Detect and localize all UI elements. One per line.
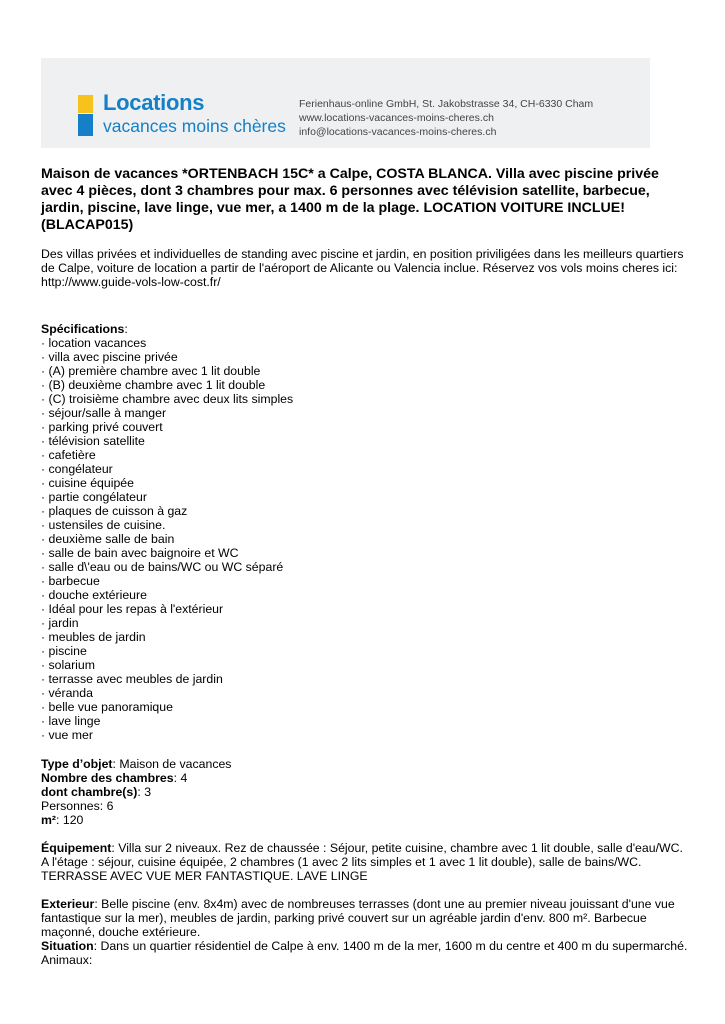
spec-item: · vue mer: [41, 728, 691, 742]
spec-item: · télévision satellite: [41, 434, 691, 448]
spec-item: · (B) deuxième chambre avec 1 lit double: [41, 378, 691, 392]
letterhead: [41, 58, 650, 148]
company-email[interactable]: info@locations-vacances-moins-cheres.ch: [299, 126, 497, 138]
specs-label: Spécifications: [41, 322, 125, 336]
spec-item: · cafetière: [41, 448, 691, 462]
animals-line: Animaux:: [41, 953, 93, 967]
situation-text: Dans un quartier résidentiel de Calpe à env. 1400 m de la mer, 1600 m du centre et 400 m du supermarché.: [100, 939, 688, 953]
spec-item: · solarium: [41, 658, 691, 672]
exterior-text: Belle piscine (env. 8x4m) avec de nombreuses terrasses (dont une au premier niveau jouissant d'une vue fantastique sur la mer), meubles de jardin, parking privé couvert sur un agréable jardin d'env. 800 m². Barbecue maçonné, douche extérieure.: [41, 897, 675, 939]
spec-item: · (C) troisième chambre avec deux lits simples: [41, 392, 691, 406]
company-info: [299, 97, 593, 139]
details-block: [41, 757, 691, 827]
spec-item: · ustensiles de cuisine.: [41, 518, 691, 532]
rooms-label: Nombre des chambres: [41, 771, 174, 785]
spec-item: · salle d\'eau ou de bains/WC ou WC séparé: [41, 560, 691, 574]
company-address: Ferienhaus-online GmbH, St. Jakobstrasse 34, CH-6330 Cham: [299, 98, 594, 110]
equipment-paragraph: Équipement: Villa sur 2 niveaux. Rez de chaussée : Séjour, petite cuisine, chambre avec 1 lit double, salle d'eau/WC. A l'étage : séjour, cuisine équipée, 2 chambres (1 avec 2 lits simples et 1 avec 1 lit double), salle de bains/WC. TERRASSE AVEC VUE MER FANTASTIQUE. LAVE LINGE: [41, 841, 683, 883]
area-row: m²: 120: [41, 813, 84, 827]
spec-item: · salle de bain avec baignoire et WC: [41, 546, 691, 560]
logo-title: Locations: [103, 90, 205, 115]
specs-heading: Spécifications:: [41, 322, 128, 336]
spec-item: · piscine: [41, 644, 691, 658]
spec-item: · lave linge: [41, 714, 691, 728]
situation-paragraph: Situation: Dans un quartier résidentiel de Calpe à env. 1400 m de la mer, 1600 m du centre et 400 m du supermarché.: [41, 939, 688, 953]
document-body: [41, 166, 691, 967]
equipment-label: Équipement: [41, 841, 112, 855]
area-label: m²: [41, 813, 57, 827]
spec-item: · séjour/salle à manger: [41, 406, 691, 420]
bedrooms-value: 3: [144, 785, 152, 799]
equipment-text: Villa sur 2 niveaux. Rez de chaussée : Séjour, petite cuisine, chambre avec 1 lit double, salle d'eau/WC. A l'étage : séjour, cuisine équipée, 2 chambres (1 avec 2 lits simples et 1 avec 1 lit double), salle de bains/WC. TERRASSE AVEC VUE MER FANTASTIQUE. LAVE LINGE: [41, 841, 683, 883]
spec-item: · plaques de cuisson à gaz: [41, 504, 691, 518]
spec-item: · douche extérieure: [41, 588, 691, 602]
logo-icon: [78, 95, 93, 136]
logo-subtitle: vacances moins chères: [103, 116, 286, 136]
specs-list: [41, 336, 691, 742]
intro-paragraph: Des villas privées et individuelles de standing avec piscine et jardin, en position priviligées dans les meilleurs quartiers de Calpe, voiture de location a partir de l'aéroport de Alicante ou Valencia inclue. Réservez vos vols moins cheres ici: http://www.guide-vols-low-cost.fr/: [41, 247, 684, 289]
spec-item: · (A) première chambre avec 1 lit double: [41, 364, 691, 378]
spec-item: · Idéal pour les repas à l'extérieur: [41, 602, 691, 616]
persons-row: Personnes: 6: [41, 799, 114, 813]
spec-item: · cuisine équipée: [41, 476, 691, 490]
spec-item: · terrasse avec meubles de jardin: [41, 672, 691, 686]
area-value: 120: [62, 813, 84, 827]
bedrooms-label: dont chambre(s): [41, 785, 138, 799]
type-value: Maison de vacances: [119, 757, 232, 771]
company-website[interactable]: www.locations-vacances-moins-cheres.ch: [299, 112, 494, 124]
spec-item: · parking privé couvert: [41, 420, 691, 434]
spec-item: · belle vue panoramique: [41, 700, 691, 714]
spec-item: · meubles de jardin: [41, 630, 691, 644]
rooms-row: Nombre des chambres: 4: [41, 771, 188, 785]
page-title: Maison de vacances *ORTENBACH 15C* a Calpe, COSTA BLANCA. Villa avec piscine privée avec 4 pièces, dont 3 chambres pour max. 6 personnes avec télévision satellite, barbecue, jardin, piscine, lave linge, vue mer, a 1400 m de la plage. LOCATION VOITURE INCLUE! (BLACAP015): [41, 166, 659, 233]
exterior-label: Exterieur: [41, 897, 95, 911]
type-row: Type d’objet: Maison de vacances: [41, 757, 232, 771]
type-label: Type d’objet: [41, 757, 113, 771]
spec-item: · congélateur: [41, 462, 691, 476]
bedrooms-row: dont chambre(s): 3: [41, 785, 152, 799]
spec-item: · partie congélateur: [41, 490, 691, 504]
spec-item: · villa avec piscine privée: [41, 350, 691, 364]
rooms-value: 4: [180, 771, 188, 785]
spec-item: · jardin: [41, 616, 691, 630]
spec-item: · deuxième salle de bain: [41, 532, 691, 546]
spec-item: · véranda: [41, 686, 691, 700]
situation-label: Situation: [41, 939, 94, 953]
spec-item: · location vacances: [41, 336, 691, 350]
spec-item: · barbecue: [41, 574, 691, 588]
exterior-paragraph: Exterieur: Belle piscine (env. 8x4m) avec de nombreuses terrasses (dont une au premier niveau jouissant d'une vue fantastique sur la mer), meubles de jardin, parking privé couvert sur un agréable jardin d'env. 800 m². Barbecue maçonné, douche extérieure.: [41, 897, 675, 939]
